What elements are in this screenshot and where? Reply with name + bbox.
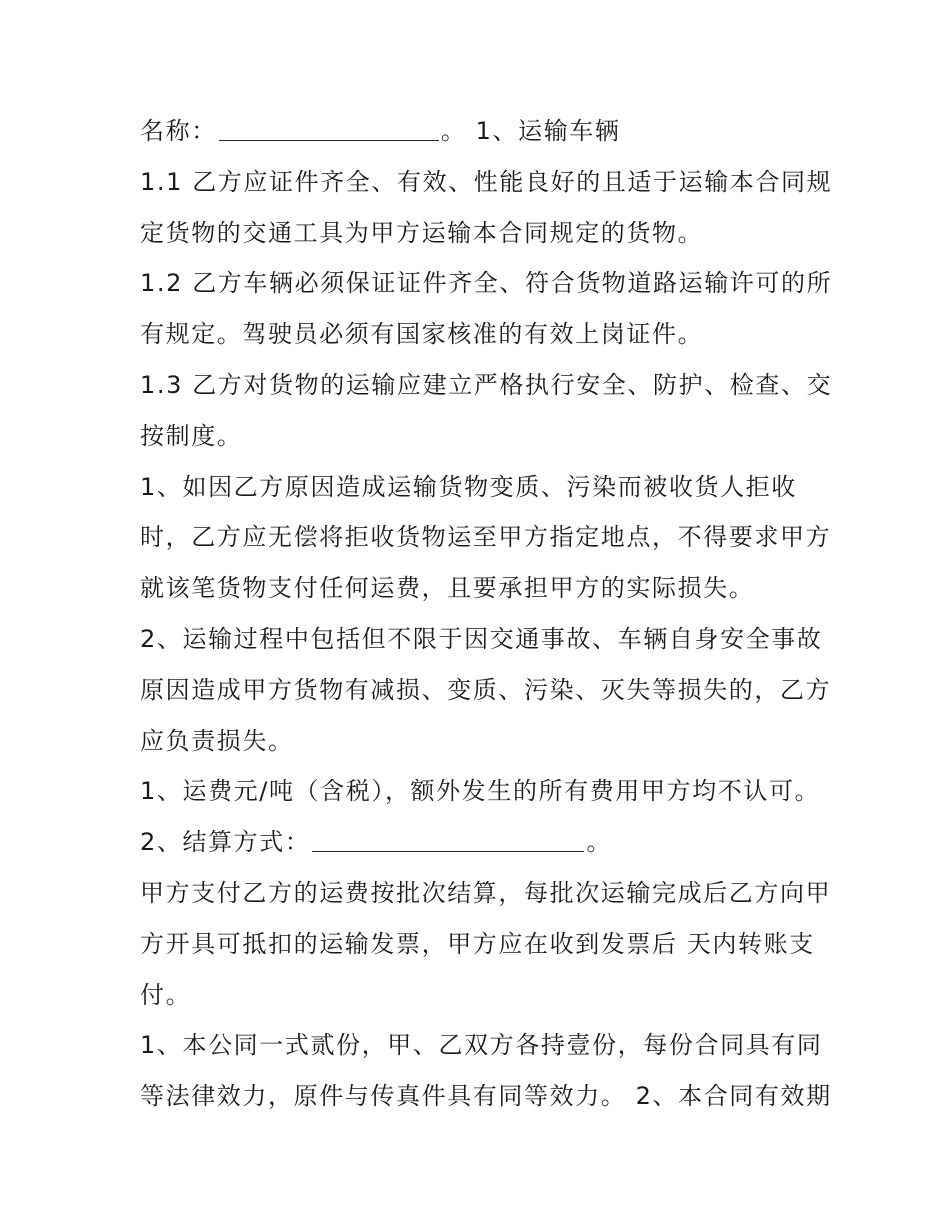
text-line: 1、如因乙方原因造成运输货物变质、污染而被收货人拒收 [140,472,797,501]
text-line: 1、本公同一式贰份，甲、乙双方各持壹份，每份合同具有同 [140,1031,823,1060]
text-line: 应负责损失。 [140,726,294,755]
text-line: 就该笔货物支付任何运费，且要承担甲方的实际损失。 [140,574,755,603]
settlement-suffix: 。 [586,828,613,857]
settlement-line [140,817,830,868]
text-line: 有规定。驾驶员必须有国家核准的有效上岗证件。 [140,320,704,349]
text-line: 1.3 乙方对货物的运输应建立严格执行安全、防护、检查、交 [140,370,833,399]
name-label: 名称： [140,117,217,145]
settlement-blank-field [312,829,584,852]
text-line: 原因造成甲方货物有减损、变质、污染、灭失等损失的，乙方 [140,675,832,704]
text-line: 时，乙方应无偿将拒收货物运至甲方指定地点，不得要求甲方 [140,523,832,552]
text-line: 2、运输过程中包括但不限于因交通事故、车辆自身安全事故 [140,624,823,653]
text-line: 甲方支付乙方的运费按批次结算，每批次运输完成后乙方向甲 [140,878,832,907]
text-line: 1.2 乙方车辆必须保证证件齐全、符合货物道路运输许可的所 [140,269,833,298]
settlement-label: 2、结算方式： [140,828,311,857]
name-blank-field [219,118,439,141]
text-line: 1、运费元/吨（含税），额外发生的所有费用甲方均不认可。 [140,777,821,806]
text-line: 定货物的交通工具为甲方运输本合同规定的货物。 [140,218,704,247]
name-line [140,106,830,157]
text-line: 方开具可抵扣的运输发票，甲方应在收到发票后 天内转账支 [140,929,815,958]
document-page [140,106,833,1122]
text-line: 等法律效力，原件与传真件具有同等效力。 2、本合同有效期 [140,1082,832,1111]
text-line: 付。 [140,980,192,1009]
text-line: 按制度。 [140,421,243,450]
text-line: 1.1 乙方应证件齐全、有效、性能良好的且适于运输本合同规 [140,167,833,196]
name-suffix: 。 1、运输车辆 [440,117,621,145]
